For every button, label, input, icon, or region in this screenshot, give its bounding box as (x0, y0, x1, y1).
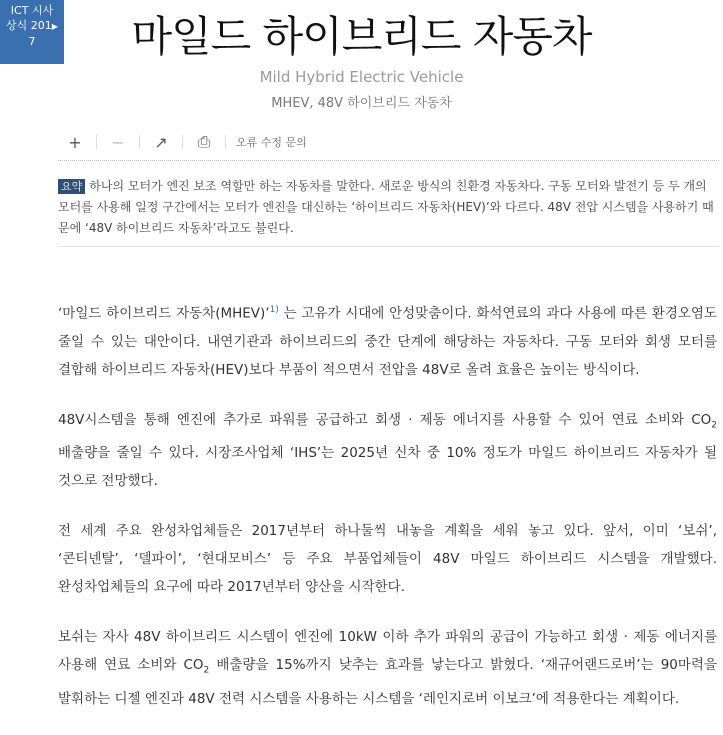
print-icon[interactable]: ⎙ (197, 132, 211, 151)
subscript: 2 (203, 665, 210, 676)
zoom-in-icon[interactable]: + (68, 132, 82, 152)
paragraph-4-text-a: 보쉬는 자사 48V 하이브리드 시스템이 엔진에 10kW 이하 추가 파워의 공급이 가능하고 회생 · 제동 에너지를 사용해 연료 소비와 CO (58, 629, 717, 674)
report-error-link[interactable]: 오류 수정 문의 (236, 136, 307, 149)
share-icon[interactable]: ↗ (154, 132, 168, 152)
arrow-right-icon: ▶ (51, 22, 58, 31)
paragraph-4 (58, 623, 717, 713)
summary-text: 하나의 모터가 엔진 보조 역할만 하는 자동차를 말한다. 새로운 방식의 친환경 자동차다. 구동 모터와 발전기 등 두 개의 모터를 사용해 일정 구간에서는 모터가 엔진을 대신하는 ‘하이브리드 자동차(HEV)’와 다르다. 48V 전압 시스템을 사용하기 때문에 ‘48V 하이브리드 자동차’라고도 불린다. (58, 179, 714, 235)
subtitle-korean: MHEV, 48V 하이브리드 자동차 (271, 96, 452, 111)
paragraph-4-text-b: 배출량을 15%까지 낮추는 효과를 낳는다고 밝혔다. ‘재규어랜드로버’는 90마력을 발휘하는 디젤 엔진과 48V 전력 시스템을 사용하는 시스템을 ‘레인지로버 이보크’에 적용한다는 계획이다. (58, 657, 717, 707)
summary-box (58, 176, 717, 239)
toolbar-divider (225, 135, 226, 149)
subtitle-english: Mild Hybrid Electric Vehicle (259, 68, 464, 86)
summary-divider (58, 246, 719, 247)
toolbar-divider (139, 135, 140, 149)
summary-badge: 요약 (58, 179, 85, 194)
article-body (58, 296, 717, 735)
category-line2: 상식 201 (6, 19, 52, 32)
zoom-out-icon[interactable]: − (111, 132, 125, 152)
toolbar-divider (182, 135, 183, 149)
footnote-link[interactable]: 1) (269, 305, 279, 315)
paragraph-3: 전 세계 주요 완성차업체들은 2017년부터 하나둘씩 내놓을 계획을 세워 놓고 있다. 앞서, 이미 ‘보쉬’, ‘콘티넨탈’, ‘델파이’, ‘현대모비스’ 등 주요 부품업체들이 48V 마일드 하이브리드 시스템을 개발했다. 완성차업체들의 요구에 따라 2017년부터 양산을 시작한다. (58, 523, 717, 596)
toolbar (58, 131, 307, 153)
category-line1: ICT 시사 (10, 4, 54, 17)
paragraph-2 (58, 406, 717, 496)
subscript: 2 (711, 420, 717, 431)
paragraph-1 (58, 296, 717, 384)
paragraph-2-text-b: 배출량을 줄일 수 있다. 시장조사업체 ‘IHS’는 2025년 신차 중 10% 정도가 마일드 하이브리드 자동차가 될 것으로 전망했다. (58, 445, 717, 490)
paragraph-1-text-a: ‘마일드 하이브리드 자동차(MHEV)’ (58, 305, 270, 322)
toolbar-divider (96, 135, 97, 149)
page-title: 마일드 하이브리드 자동차 (131, 12, 592, 61)
paragraph-2-text-a: 48V시스템을 통해 엔진에 추가로 파워를 공급하고 회생 · 제동 에너지를 사용할 수 있어 연료 소비와 CO (58, 411, 712, 428)
toolbar-divider-line (58, 160, 719, 161)
category-line3: 7 (28, 35, 36, 48)
paragraph-1-text-b: 는 고유가 시대에 안성맞춤이다. 화석연료의 과다 사용에 따른 환경오염도 줄일 수 있는 대안이다. 내연기관과 하이브리드의 중간 단계에 해당하는 자동차다. 구동 모터와 회생 모터를 결합해 하이브리드 자동차(HEV)보다 부품이 적으면서 전압을 48V로 올려 효율은 높이는 방식이다. (58, 305, 717, 378)
